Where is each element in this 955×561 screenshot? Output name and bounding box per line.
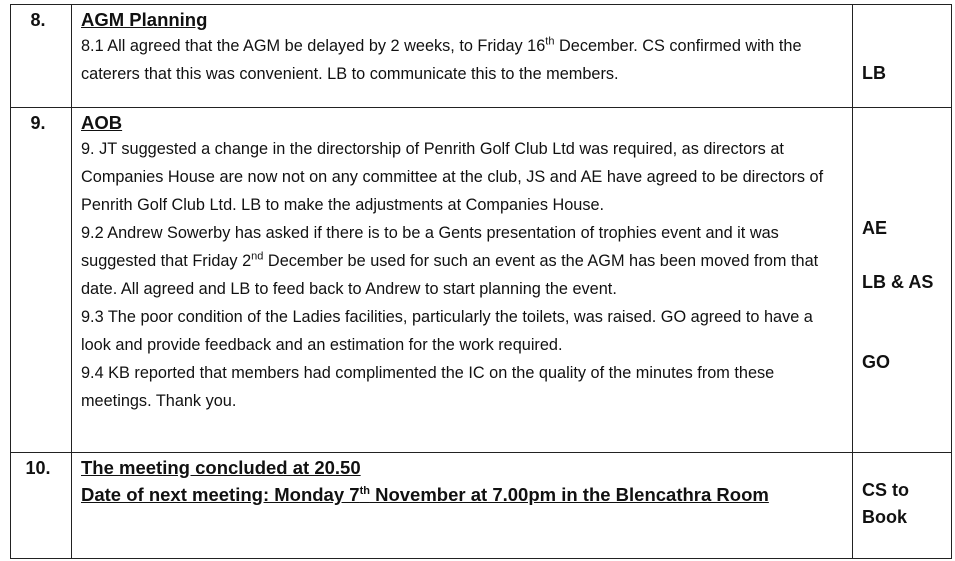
item-content <box>72 453 853 559</box>
minutes-table <box>10 4 952 559</box>
action-owner: GO <box>862 352 891 372</box>
minutes-row-9 <box>11 108 952 453</box>
item-paragraph: 9.4 KB reported that members had complimented the IC on the quality of the minutes from these meetings. Thank you. <box>81 364 775 410</box>
item-number: 10. <box>11 453 72 559</box>
next-meeting-line: Date of next meeting: Monday 7th November at 7.00pm in the Blencathra Room <box>81 484 769 505</box>
action-owner: LB & AS <box>862 272 934 292</box>
minutes-row-10 <box>11 453 952 559</box>
item-paragraph: 9.2 Andrew Sowerby has asked if there is to be a Gents presentation of trophies event and it was suggested that Friday 2nd December be used for such an event as the AGM has been moved from that date. All agreed and LB to feed back to Andrew to start planning the event. <box>81 224 819 298</box>
item-heading: The meeting concluded at 20.50 <box>81 457 361 478</box>
action-cell <box>853 108 952 453</box>
minutes-row-8 <box>11 5 952 108</box>
action-cell <box>853 5 952 108</box>
item-number: 8. <box>11 5 72 108</box>
item-heading: AOB <box>81 112 123 133</box>
item-paragraph: 8.1 All agreed that the AGM be delayed by 2 weeks, to Friday 16th December. CS confirmed with the caterers that this was convenient. LB to communicate this to the members. <box>81 35 802 83</box>
item-heading: AGM Planning <box>81 9 208 30</box>
item-content <box>72 5 853 108</box>
action-owner: AE <box>862 218 888 238</box>
action-cell <box>853 453 952 559</box>
item-paragraph: 9. JT suggested a change in the directorship of Penrith Golf Club Ltd was required, as directors at Companies House are now not on any committee at the club, JS and AE have agreed to be directors of Penrith Golf Club Ltd. LB to make the adjustments at Companies House. <box>81 140 824 214</box>
action-owner: CS to Book <box>862 480 909 527</box>
item-content <box>72 108 853 453</box>
item-paragraph: 9.3 The poor condition of the Ladies facilities, particularly the toilets, was raised. GO agreed to have a look and provide feedback and an estimation for the work required. <box>81 308 813 354</box>
action-owner: LB <box>862 63 886 83</box>
item-number: 9. <box>11 108 72 453</box>
